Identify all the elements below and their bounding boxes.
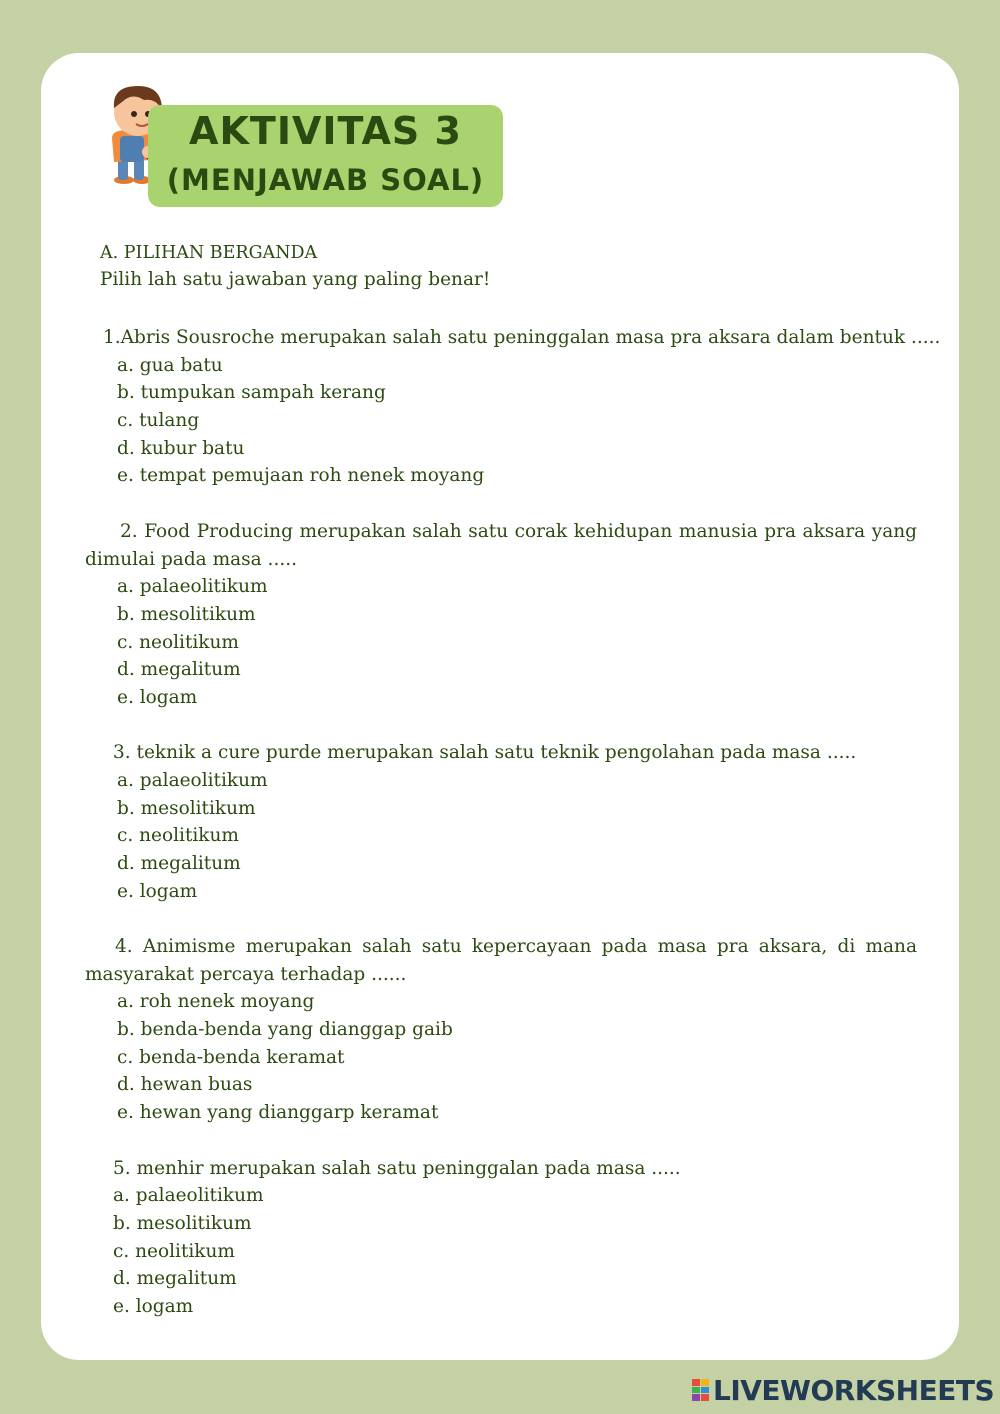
question-1-option-d[interactable]: d. kubur batu — [117, 438, 245, 459]
section-heading: A. PILIHAN BERGANDA — [100, 243, 318, 263]
question-2-option-a[interactable]: a. palaeolitikum — [117, 576, 268, 597]
question-4-option-b[interactable]: b. benda-benda yang dianggap gaib — [117, 1019, 453, 1040]
question-5-text: 5. menhir merupakan salah satu peninggalan pada masa ..... — [113, 1158, 681, 1179]
question-3-option-d[interactable]: d. megalitum — [117, 853, 241, 874]
question-4-option-d[interactable]: d. hewan buas — [117, 1074, 253, 1095]
question-1-body: Abris Sousroche merupakan salah satu peninggalan masa pra aksara dalam bentuk ..... — [120, 327, 941, 348]
question-3-text: 3. teknik a cure purde merupakan salah satu teknik pengolahan pada masa ..... — [113, 742, 857, 763]
page-title: AKTIVITAS 3 — [189, 109, 462, 153]
question-1-text — [103, 327, 940, 349]
question-4-option-c[interactable]: c. benda-benda keramat — [117, 1047, 345, 1068]
question-5-option-c[interactable]: c. neolitikum — [113, 1241, 235, 1262]
question-2-option-d[interactable]: d. megalitum — [117, 659, 241, 680]
section-instruction: Pilih lah satu jawaban yang paling benar! — [100, 269, 491, 290]
question-1-option-e[interactable]: e. tempat pemujaan roh nenek moyang — [117, 465, 485, 486]
title-banner — [148, 105, 503, 207]
liveworksheets-logo-icon — [692, 1379, 710, 1401]
question-4-line-2: masyarakat percaya terhadap ...... — [85, 963, 407, 985]
question-2-text — [85, 518, 917, 573]
brand-name: LIVEWORKSHEETS — [713, 1373, 995, 1407]
question-1-option-a[interactable]: a. gua batu — [117, 355, 223, 376]
question-2-option-b[interactable]: b. mesolitikum — [117, 604, 256, 625]
question-2-line-1: 2. Food Producing merupakan salah satu corak kehidupan manusia pra aksara yang — [120, 521, 917, 542]
liveworksheets-brand[interactable] — [692, 1375, 994, 1405]
question-5-option-d[interactable]: d. megalitum — [113, 1268, 237, 1289]
question-4-text — [85, 933, 917, 988]
question-4-option-a[interactable]: a. roh nenek moyang — [117, 991, 315, 1012]
page-subtitle: (MENJAWAB SOAL) — [166, 163, 485, 197]
question-1-number: 1. — [103, 327, 121, 348]
question-2-option-c[interactable]: c. neolitikum — [117, 632, 239, 653]
question-5-option-e[interactable]: e. logam — [113, 1296, 194, 1317]
question-1-option-b[interactable]: b. tumpukan sampah kerang — [117, 382, 386, 403]
question-3-option-b[interactable]: b. mesolitikum — [117, 798, 256, 819]
question-4-option-e[interactable]: e. hewan yang dianggarp keramat — [117, 1102, 439, 1123]
question-3-option-c[interactable]: c. neolitikum — [117, 825, 239, 846]
question-3-option-a[interactable]: a. palaeolitikum — [117, 770, 268, 791]
question-5-option-a[interactable]: a. palaeolitikum — [113, 1185, 264, 1206]
question-2-line-2: dimulai pada masa ..... — [85, 548, 297, 570]
question-3-option-e[interactable]: e. logam — [117, 881, 198, 902]
question-1-option-c[interactable]: c. tulang — [117, 410, 200, 431]
question-5-option-b[interactable]: b. mesolitikum — [113, 1213, 252, 1234]
question-2-option-e[interactable]: e. logam — [117, 687, 198, 708]
question-4-line-1: 4. Animisme merupakan salah satu kepercayaan pada masa pra aksara, di mana — [115, 936, 917, 957]
